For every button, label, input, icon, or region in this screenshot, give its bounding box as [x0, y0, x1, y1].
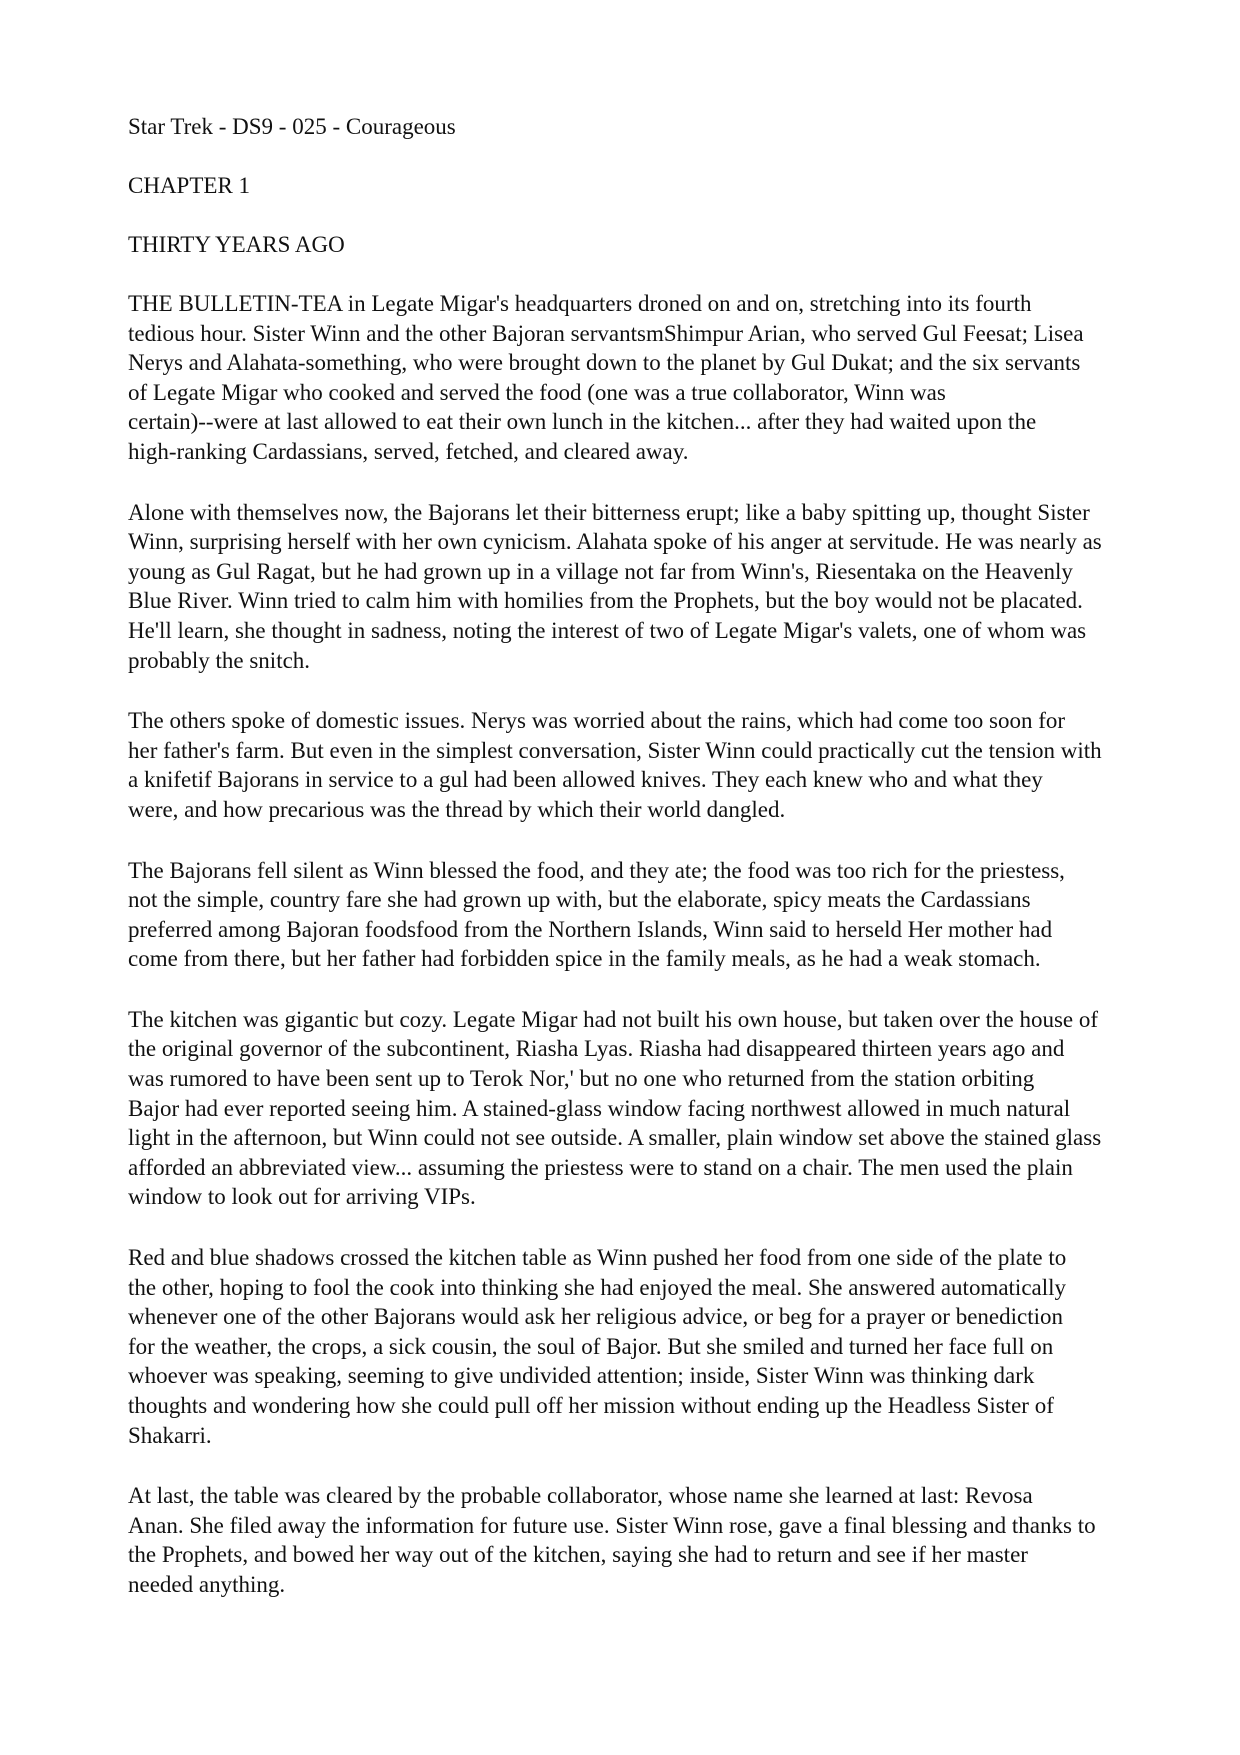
text-line: her father's farm. But even in the simplest conversation, Sister Winn could practically cut the tension with [128, 737, 1102, 763]
text-line: Red and blue shadows crossed the kitchen table as Winn pushed her food from one side of the plate to [128, 1245, 1067, 1271]
text-line: for the weather, the crops, a sick cousin, the soul of Bajor. But she smiled and turned her face full on [128, 1333, 1054, 1359]
text-line: high-ranking Cardassians, served, fetched, and cleared away. [128, 438, 689, 464]
text-line: Bajor had ever reported seeing him. A stained-glass window facing northwest allowed in much natural [128, 1095, 1071, 1121]
paragraph [128, 289, 1118, 467]
text-line: the Prophets, and bowed her way out of the kitchen, saying she had to return and see if her master [128, 1542, 1028, 1568]
text-line: young as Gul Ragat, but he had grown up in a village not far from Winn's, Riesentaka on the Heavenly [128, 558, 1073, 584]
text-line: Winn, surprising herself with her own cynicism. Alahata spoke of his anger at servitude. He was nearly as [128, 529, 1102, 555]
text-line: light in the afternoon, but Winn could not see outside. A smaller, plain window set above the stained glass [128, 1125, 1102, 1151]
text-line: were, and how precarious was the thread by which their world dangled. [128, 796, 786, 822]
text-line: certain)--were at last allowed to eat their own lunch in the kitchen... after they had waited upon the [128, 409, 1037, 435]
paragraph [128, 1243, 1118, 1450]
text-line: of Legate Migar who cooked and served the food (one was a true collaborator, Winn was [128, 379, 946, 405]
text-line: preferred among Bajoran foodsfood from the Northern Islands, Winn said to herseld Her mother had [128, 916, 1053, 942]
text-line: was rumored to have been sent up to Terok Nor,' but no one who returned from the station orbiting [128, 1066, 1035, 1092]
text-line: whoever was speaking, seeming to give undivided attention; inside, Sister Winn was thinking dark [128, 1363, 1035, 1389]
text-line: The Bajorans fell silent as Winn blessed the food, and they ate; the food was too rich for the priestess, [128, 857, 1065, 883]
paragraph [128, 856, 1118, 974]
paragraph [128, 1481, 1118, 1599]
text-line: Blue River. Winn tried to calm him with homilies from the Prophets, but the boy would not be placated. [128, 588, 1083, 614]
text-line: whenever one of the other Bajorans would ask her religious advice, or beg for a prayer or benediction [128, 1304, 1063, 1330]
text-line: THE BULLETIN-TEA in Legate Migar's headquarters droned on and on, stretching into its fourth [128, 291, 1032, 316]
text-line: not the simple, country fare she had grown up with, but the elaborate, spicy meats the Cardassians [128, 887, 1031, 913]
paragraph [128, 1005, 1118, 1212]
text-line: The kitchen was gigantic but cozy. Legate Migar had not built his own house, but taken over the house of [128, 1006, 1099, 1032]
text-line: window to look out for arriving VIPs. [128, 1184, 476, 1210]
text-line: At last, the table was cleared by the probable collaborator, whose name she learned at last: Revosa [128, 1483, 1033, 1509]
text-line: probably the snitch. [128, 647, 311, 673]
text-line: come from there, but her father had forbidden spice in the family meals, as he had a weak stomach. [128, 946, 1041, 972]
section-heading: THIRTY YEARS AGO [128, 232, 345, 257]
text-line: afforded an abbreviated view... assuming the priestess were to stand on a chair. The men used the plain [128, 1154, 1073, 1180]
text-line: Alone with themselves now, the Bajorans let their bitterness erupt; like a baby spitting up, thought Sister [128, 499, 1090, 525]
text-line: the other, hoping to fool the cook into thinking she had enjoyed the meal. She answered automatically [128, 1274, 1067, 1300]
text-line: thoughts and wondering how she could pull off her mission without ending up the Headless Sister of [128, 1393, 1054, 1418]
text-line: tedious hour. Sister Winn and the other Bajoran servantsmShimpur Arian, who served Gul Feesat; Lisea [128, 320, 1084, 346]
paragraph [128, 498, 1118, 676]
text-line: Nerys and Alahata-something, who were brought down to the planet by Gul Dukat; and the six servants [128, 350, 1081, 376]
text-line: Anan. She filed away the information for future use. Sister Winn rose, gave a final blessing and thanks to [128, 1512, 1096, 1538]
text-line: needed anything. [128, 1571, 286, 1597]
body-text [128, 289, 1118, 1600]
text-line: Shakarri. [128, 1422, 212, 1448]
text-line: The others spoke of domestic issues. Nerys was worried about the rains, which had come too soon for [128, 708, 1066, 734]
text-line: a knifetif Bajorans in service to a gul had been allowed knives. They each knew who and what they [128, 767, 1043, 793]
text-line: the original governor of the subcontinent, Riasha Lyas. Riasha had disappeared thirteen years ago and [128, 1036, 1065, 1062]
text-line: He'll learn, she thought in sadness, noting the interest of two of Legate Migar's valets, one of whom was [128, 617, 1087, 643]
document-title: Star Trek - DS9 - 025 - Courageous [128, 114, 456, 139]
paragraph [128, 706, 1118, 824]
document-page [128, 112, 1118, 1631]
chapter-heading: CHAPTER 1 [128, 173, 251, 198]
